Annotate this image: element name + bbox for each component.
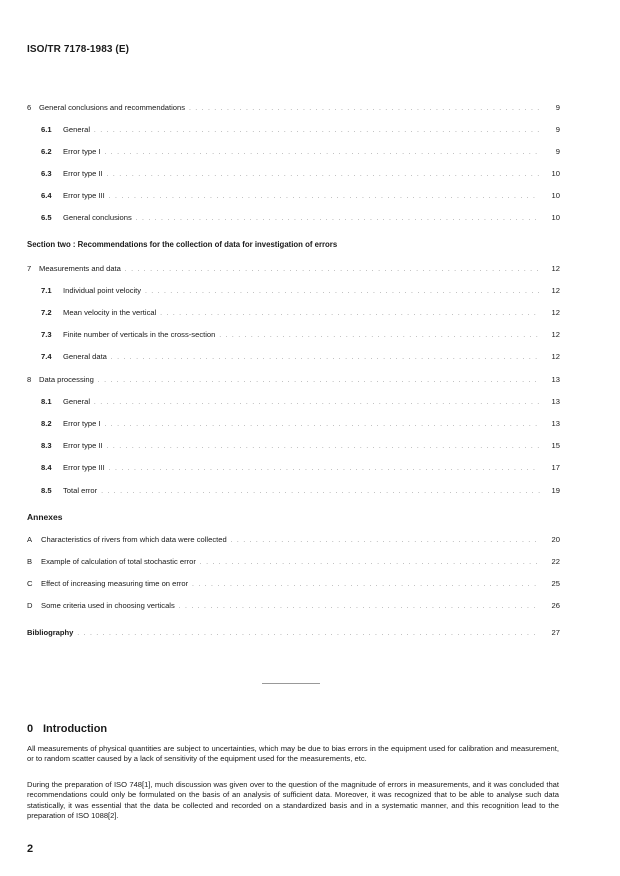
leader-dots <box>94 398 540 408</box>
toc-page: 13 <box>551 397 560 406</box>
toc-number: 6.2 <box>41 147 52 156</box>
section-divider <box>262 683 320 684</box>
leader-dots <box>160 309 540 319</box>
toc-page: 9 <box>555 147 560 156</box>
toc-title: Bibliography <box>27 628 74 637</box>
toc-title: Some criteria used in choosing verticals <box>41 601 175 610</box>
leader-dots <box>107 442 540 452</box>
toc-item-6-3[interactable] <box>41 169 560 180</box>
toc-item-7-1[interactable] <box>41 286 560 297</box>
toc-title: Error type II <box>63 441 103 450</box>
intro-paragraph-1: All measurements of physical quantities are subject to uncertainties, which may be due to bias errors in the equipment used for calibration and measurement, or to random scatter caused by a lack of sensitivity of the equipment used for the measurements, etc. <box>27 744 559 764</box>
toc-page: 22 <box>551 557 560 566</box>
leader-dots <box>98 376 540 386</box>
toc-number: D <box>27 601 33 610</box>
toc-page: 10 <box>551 191 560 200</box>
leader-dots <box>125 265 540 275</box>
toc-annex-a[interactable] <box>27 535 560 546</box>
page-header: ISO/TR 7178-1983 (E) <box>27 44 130 55</box>
toc-page: 12 <box>551 352 560 361</box>
leader-dots <box>219 331 540 341</box>
toc-page: 12 <box>551 286 560 295</box>
toc-title: Effect of increasing measuring time on error <box>41 579 189 588</box>
toc-title: Mean velocity in the vertical <box>63 308 157 317</box>
leader-dots <box>77 629 540 639</box>
toc-page: 10 <box>551 213 560 222</box>
leader-dots <box>101 487 540 497</box>
leader-dots <box>105 420 540 430</box>
toc-item-8-5[interactable] <box>41 486 560 497</box>
toc-page: 25 <box>551 579 560 588</box>
toc-chapter-7[interactable] <box>27 264 560 275</box>
toc-chapter-8[interactable] <box>27 375 560 386</box>
intro-paragraph-2: During the preparation of ISO 748[1], much discussion was given over to the question of the magnitude of errors in measurements, and it was concluded that recommendations could only be formulated on the basis of an analysis of sufficient data. Moreover, it was recognized that to be able to analyse such data statistically, it was essential that the data be collected and recorded on a standardized basis and in a systematic manner, and this recognition lead to the preparation of ISO 1088[2]. <box>27 780 559 821</box>
toc-page: 15 <box>551 441 560 450</box>
toc-number: 8.4 <box>41 463 52 472</box>
leader-dots <box>189 104 540 114</box>
toc-number: 6.5 <box>41 213 52 222</box>
toc-item-7-2[interactable] <box>41 308 560 319</box>
toc-title: Error type III <box>63 191 105 200</box>
toc-number: 7.1 <box>41 286 52 295</box>
toc-number: C <box>27 579 33 588</box>
leader-dots <box>109 464 540 474</box>
toc-number: 8.5 <box>41 486 52 495</box>
toc-number: 6 <box>27 103 32 112</box>
toc-number: 8.1 <box>41 397 52 406</box>
leader-dots <box>105 148 540 158</box>
toc-title: Error type I <box>63 147 101 156</box>
toc-page: 9 <box>555 125 560 134</box>
toc-annex-b[interactable] <box>27 557 560 568</box>
toc-number: 7 <box>27 264 32 273</box>
toc-item-8-3[interactable] <box>41 441 560 452</box>
leader-dots <box>109 192 540 202</box>
leader-dots <box>145 287 540 297</box>
toc-chapter-6[interactable] <box>27 103 560 114</box>
section-two-heading: Section two : Recommendations for the collection of data for investigation of errors <box>27 240 338 249</box>
toc-annex-c[interactable] <box>27 579 560 590</box>
toc-number: 7.4 <box>41 352 52 361</box>
toc-number: 7.3 <box>41 330 52 339</box>
toc-item-8-1[interactable] <box>41 397 560 408</box>
toc-page: 13 <box>551 375 560 384</box>
toc-title: General conclusions and recommendations <box>39 103 186 112</box>
toc-title: General <box>63 125 91 134</box>
toc-title: Data processing <box>39 375 94 384</box>
toc-title: General data <box>63 352 107 361</box>
toc-item-7-3[interactable] <box>41 330 560 341</box>
toc-title: Error type I <box>63 419 101 428</box>
leader-dots <box>107 170 540 180</box>
toc-title: Measurements and data <box>39 264 121 273</box>
page-number: 2 <box>27 843 34 855</box>
toc-title: Error type III <box>63 463 105 472</box>
toc-page: 13 <box>551 419 560 428</box>
toc-page: 19 <box>551 486 560 495</box>
toc-bibliography[interactable] <box>27 628 560 639</box>
toc-page: 9 <box>555 103 560 112</box>
toc-title: General conclusions <box>63 213 132 222</box>
toc-page: 12 <box>551 330 560 339</box>
toc-page: 20 <box>551 535 560 544</box>
leader-dots <box>200 558 540 568</box>
toc-title: Total error <box>63 486 98 495</box>
intro-number: 0 <box>27 723 34 735</box>
toc-item-8-4[interactable] <box>41 463 560 474</box>
toc-title: Finite number of verticals in the cross-section <box>63 330 216 339</box>
leader-dots <box>179 602 540 612</box>
toc-item-6-4[interactable] <box>41 191 560 202</box>
toc-number: 6.3 <box>41 169 52 178</box>
toc-number: 8 <box>27 375 32 384</box>
annexes-heading: Annexes <box>27 512 63 522</box>
intro-title: Introduction <box>43 723 108 735</box>
leader-dots <box>231 536 540 546</box>
toc-number: 6.1 <box>41 125 52 134</box>
toc-title: Example of calculation of total stochastic error <box>41 557 196 566</box>
toc-item-8-2[interactable] <box>41 419 560 430</box>
toc-item-7-4[interactable] <box>41 352 560 363</box>
toc-number: 8.2 <box>41 419 52 428</box>
leader-dots <box>111 353 540 363</box>
toc-item-6-1[interactable] <box>41 125 560 136</box>
toc-page: 17 <box>551 463 560 472</box>
toc-annex-d[interactable] <box>27 601 560 612</box>
toc-title: Error type II <box>63 169 103 178</box>
leader-dots <box>192 580 540 590</box>
introduction-heading <box>27 723 107 735</box>
toc-number: 6.4 <box>41 191 52 200</box>
toc-page: 12 <box>551 264 560 273</box>
toc-title: Characteristics of rivers from which data were collected <box>41 535 227 544</box>
leader-dots <box>94 126 540 136</box>
toc-number: 8.3 <box>41 441 52 450</box>
toc-page: 26 <box>551 601 560 610</box>
toc-number: 7.2 <box>41 308 52 317</box>
toc-page: 10 <box>551 169 560 178</box>
toc-title: General <box>63 397 91 406</box>
toc-page: 27 <box>551 628 560 637</box>
leader-dots <box>136 214 540 224</box>
toc-number: A <box>27 535 33 544</box>
toc-item-6-2[interactable] <box>41 147 560 158</box>
toc-page: 12 <box>551 308 560 317</box>
toc-item-6-5[interactable] <box>41 213 560 224</box>
toc-number: B <box>27 557 33 566</box>
toc-title: Individual point velocity <box>63 286 142 295</box>
